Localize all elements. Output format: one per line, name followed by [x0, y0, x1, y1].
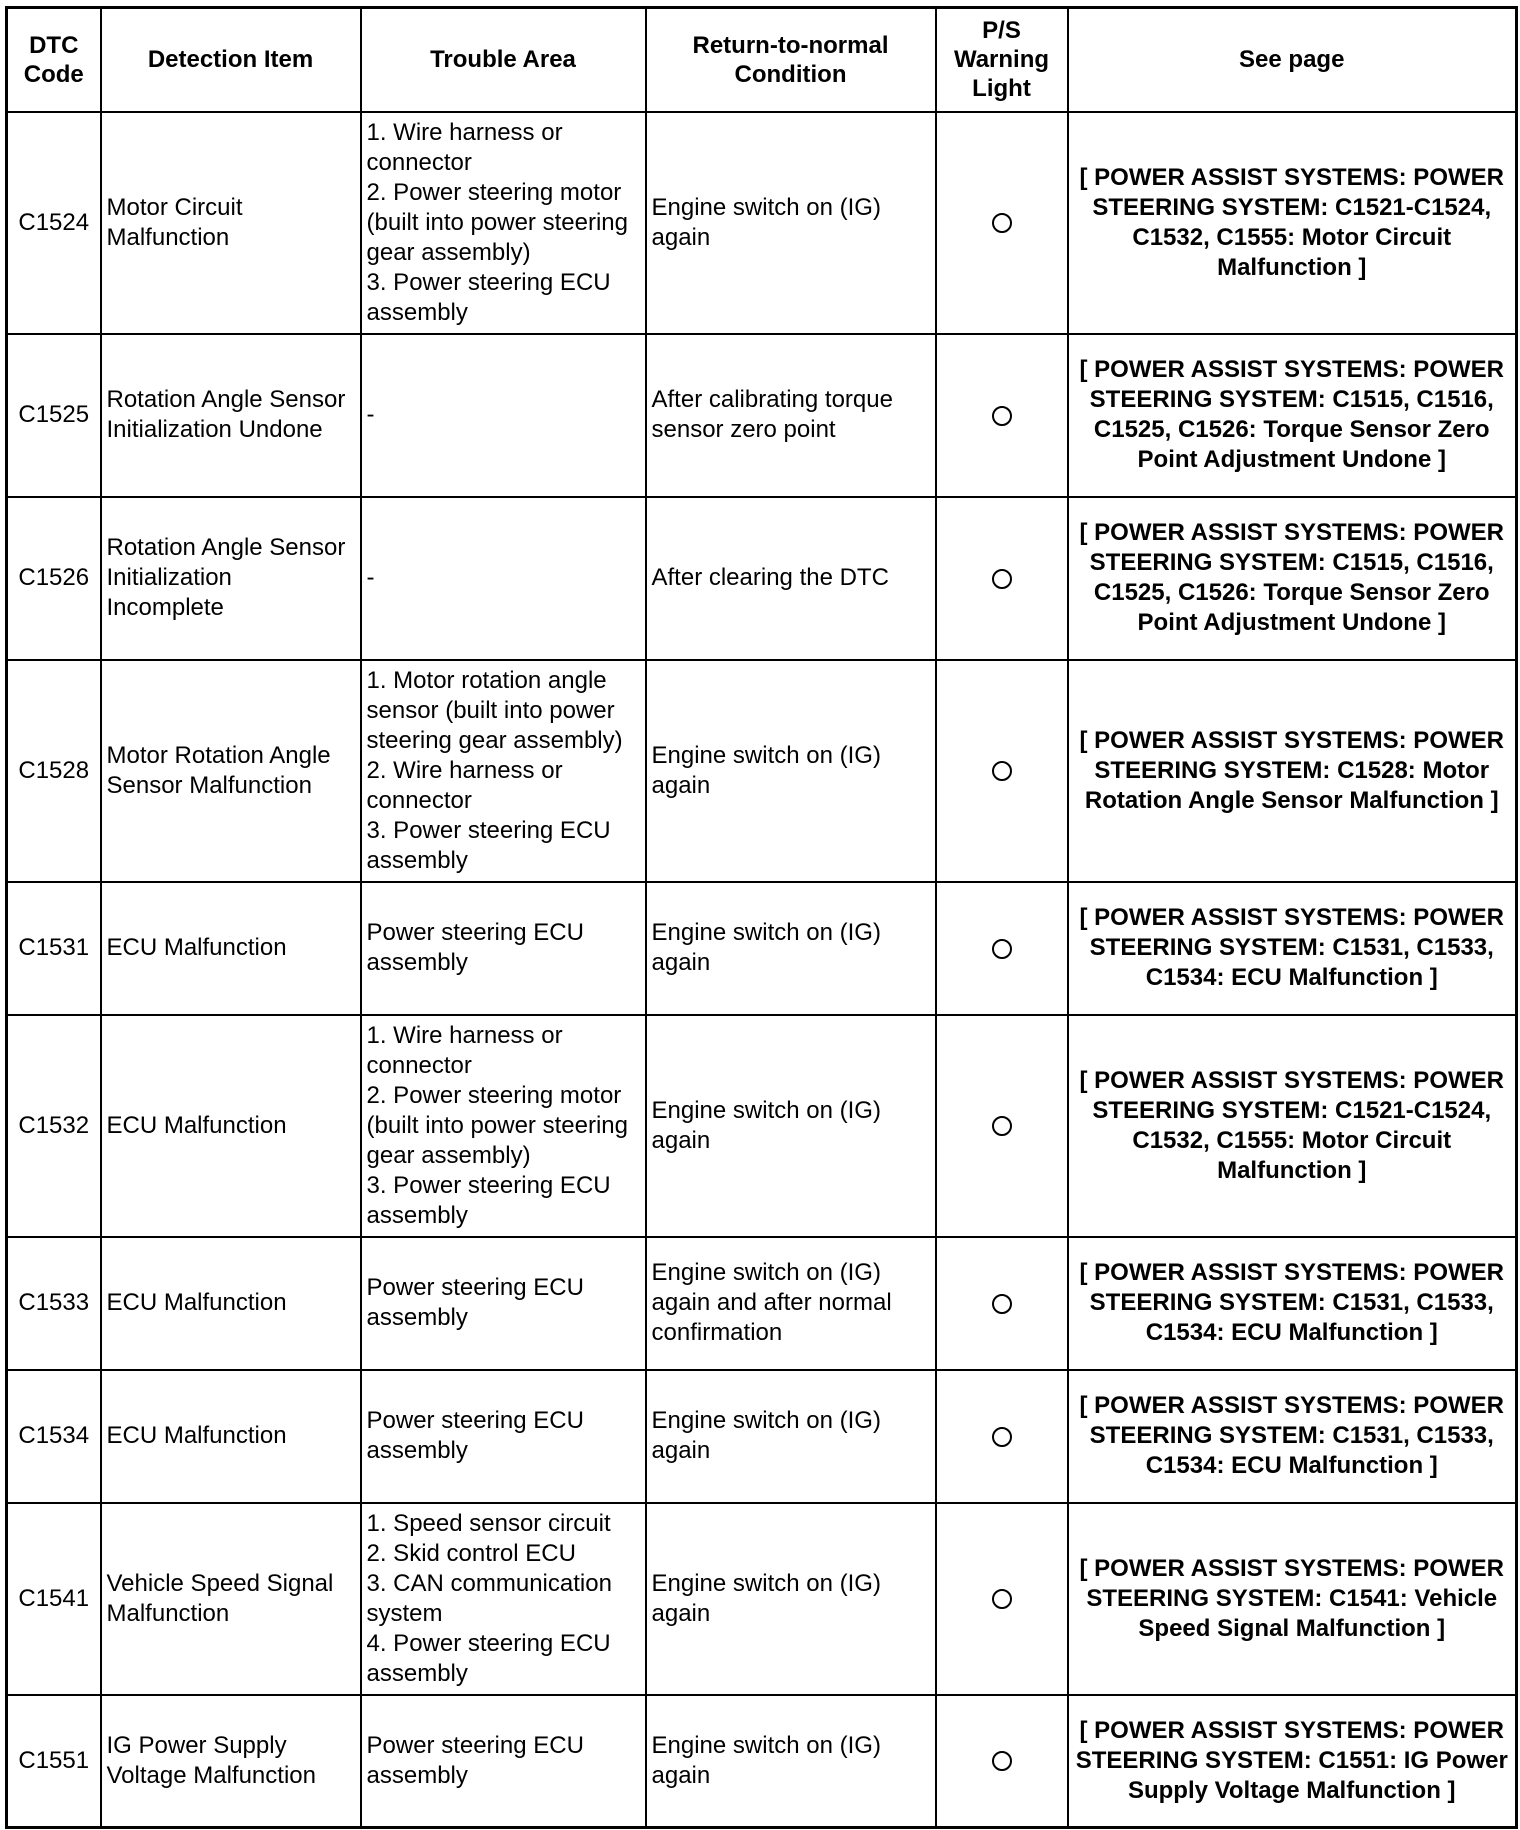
see-page-cell[interactable]: [ POWER ASSIST SYSTEMS: POWER STEERING SYSTEM: C1531, C1533, C1534: ECU Malfunction ] — [1068, 1237, 1517, 1370]
dtc-code-cell: C1534 — [7, 1370, 101, 1503]
table-row — [7, 1370, 1517, 1503]
table-row — [7, 882, 1517, 1015]
detection-item-cell: ECU Malfunction — [101, 1015, 361, 1237]
warning-light-circle-icon — [992, 939, 1012, 959]
detection-item-cell: ECU Malfunction — [101, 1370, 361, 1503]
see-page-cell[interactable]: [ POWER ASSIST SYSTEMS: POWER STEERING SYSTEM: C1531, C1533, C1534: ECU Malfunction ] — [1068, 882, 1517, 1015]
see-page-cell[interactable]: [ POWER ASSIST SYSTEMS: POWER STEERING SYSTEM: C1521-C1524, C1532, C1555: Motor Circuit Malfunction ] — [1068, 112, 1517, 334]
see-page-cell[interactable]: [ POWER ASSIST SYSTEMS: POWER STEERING SYSTEM: C1515, C1516, C1525, C1526: Torque Sensor Zero Point Adjustment Undone ] — [1068, 334, 1517, 497]
trouble-area-cell: 1. Speed sensor circuit 2. Skid control ECU 3. CAN communication system 4. Power steering ECU assembly — [361, 1503, 646, 1695]
table-row — [7, 1237, 1517, 1370]
see-page-cell[interactable]: [ POWER ASSIST SYSTEMS: POWER STEERING SYSTEM: C1541: Vehicle Speed Signal Malfunction ] — [1068, 1503, 1517, 1695]
table-row — [7, 112, 1517, 334]
warning-light-cell — [936, 334, 1068, 497]
warning-light-cell — [936, 1370, 1068, 1503]
warning-light-circle-icon — [992, 406, 1012, 426]
return-condition-cell: Engine switch on (IG) again — [646, 660, 936, 882]
return-condition-cell: Engine switch on (IG) again — [646, 1370, 936, 1503]
return-condition-cell: Engine switch on (IG) again — [646, 1015, 936, 1237]
warning-light-circle-icon — [992, 1294, 1012, 1314]
warning-light-circle-icon — [992, 1427, 1012, 1447]
header-detection-item: Detection Item — [101, 8, 361, 112]
trouble-area-cell: - — [361, 497, 646, 660]
dtc-code-cell: C1524 — [7, 112, 101, 334]
header-see-page: See page — [1068, 8, 1517, 112]
detection-item-cell: Rotation Angle Sensor Initialization Incomplete — [101, 497, 361, 660]
see-page-cell[interactable]: [ POWER ASSIST SYSTEMS: POWER STEERING SYSTEM: C1531, C1533, C1534: ECU Malfunction ] — [1068, 1370, 1517, 1503]
return-condition-cell: Engine switch on (IG) again — [646, 882, 936, 1015]
table-row — [7, 497, 1517, 660]
trouble-area-cell: 1. Motor rotation angle sensor (built into power steering gear assembly) 2. Wire harness or connector 3. Power steering ECU assembly — [361, 660, 646, 882]
detection-item-cell: Motor Rotation Angle Sensor Malfunction — [101, 660, 361, 882]
warning-light-circle-icon — [992, 1589, 1012, 1609]
table-row — [7, 334, 1517, 497]
see-page-cell[interactable]: [ POWER ASSIST SYSTEMS: POWER STEERING SYSTEM: C1528: Motor Rotation Angle Sensor Malfunction ] — [1068, 660, 1517, 882]
warning-light-circle-icon — [992, 1116, 1012, 1136]
detection-item-cell: IG Power Supply Voltage Malfunction — [101, 1695, 361, 1828]
warning-light-circle-icon — [992, 213, 1012, 233]
header-row — [7, 8, 1517, 112]
dtc-code-cell: C1531 — [7, 882, 101, 1015]
dtc-code-cell: C1525 — [7, 334, 101, 497]
dtc-code-cell: C1533 — [7, 1237, 101, 1370]
warning-light-cell — [936, 1015, 1068, 1237]
trouble-area-cell: Power steering ECU assembly — [361, 1370, 646, 1503]
return-condition-cell: After calibrating torque sensor zero point — [646, 334, 936, 497]
trouble-area-cell: Power steering ECU assembly — [361, 1237, 646, 1370]
table-row — [7, 1015, 1517, 1237]
detection-item-cell: Rotation Angle Sensor Initialization Undone — [101, 334, 361, 497]
trouble-area-cell: 1. Wire harness or connector 2. Power steering motor (built into power steering gear assembly) 3. Power steering ECU assembly — [361, 1015, 646, 1237]
table-row — [7, 1503, 1517, 1695]
warning-light-cell — [936, 882, 1068, 1015]
detection-item-cell: ECU Malfunction — [101, 1237, 361, 1370]
return-condition-cell: After clearing the DTC — [646, 497, 936, 660]
see-page-cell[interactable]: [ POWER ASSIST SYSTEMS: POWER STEERING SYSTEM: C1515, C1516, C1525, C1526: Torque Sensor Zero Point Adjustment Undone ] — [1068, 497, 1517, 660]
detection-item-cell: ECU Malfunction — [101, 882, 361, 1015]
header-warning-light: P/S Warning Light — [936, 8, 1068, 112]
warning-light-circle-icon — [992, 1751, 1012, 1771]
see-page-cell[interactable]: [ POWER ASSIST SYSTEMS: POWER STEERING SYSTEM: C1551: IG Power Supply Voltage Malfunction ] — [1068, 1695, 1517, 1828]
warning-light-circle-icon — [992, 569, 1012, 589]
table-row — [7, 660, 1517, 882]
trouble-area-cell: Power steering ECU assembly — [361, 882, 646, 1015]
trouble-area-cell: 1. Wire harness or connector 2. Power steering motor (built into power steering gear assembly) 3. Power steering ECU assembly — [361, 112, 646, 334]
table-body — [7, 112, 1517, 1828]
return-condition-cell: Engine switch on (IG) again — [646, 1695, 936, 1828]
dtc-code-cell: C1528 — [7, 660, 101, 882]
trouble-area-cell: Power steering ECU assembly — [361, 1695, 646, 1828]
warning-light-cell — [936, 497, 1068, 660]
trouble-area-cell: - — [361, 334, 646, 497]
detection-item-cell: Vehicle Speed Signal Malfunction — [101, 1503, 361, 1695]
warning-light-cell — [936, 660, 1068, 882]
dtc-code-cell: C1541 — [7, 1503, 101, 1695]
warning-light-cell — [936, 1695, 1068, 1828]
warning-light-cell — [936, 112, 1068, 334]
header-trouble-area: Trouble Area — [361, 8, 646, 112]
detection-item-cell: Motor Circuit Malfunction — [101, 112, 361, 334]
dtc-table — [5, 6, 1518, 1829]
header-return-condition: Return-to-normal Condition — [646, 8, 936, 112]
dtc-code-cell: C1526 — [7, 497, 101, 660]
see-page-cell[interactable]: [ POWER ASSIST SYSTEMS: POWER STEERING SYSTEM: C1521-C1524, C1532, C1555: Motor Circuit Malfunction ] — [1068, 1015, 1517, 1237]
return-condition-cell: Engine switch on (IG) again and after normal confirmation — [646, 1237, 936, 1370]
dtc-code-cell: C1551 — [7, 1695, 101, 1828]
table-row — [7, 1695, 1517, 1828]
dtc-code-cell: C1532 — [7, 1015, 101, 1237]
return-condition-cell: Engine switch on (IG) again — [646, 1503, 936, 1695]
warning-light-cell — [936, 1503, 1068, 1695]
warning-light-cell — [936, 1237, 1068, 1370]
return-condition-cell: Engine switch on (IG) again — [646, 112, 936, 334]
header-dtc-code: DTC Code — [7, 8, 101, 112]
warning-light-circle-icon — [992, 761, 1012, 781]
